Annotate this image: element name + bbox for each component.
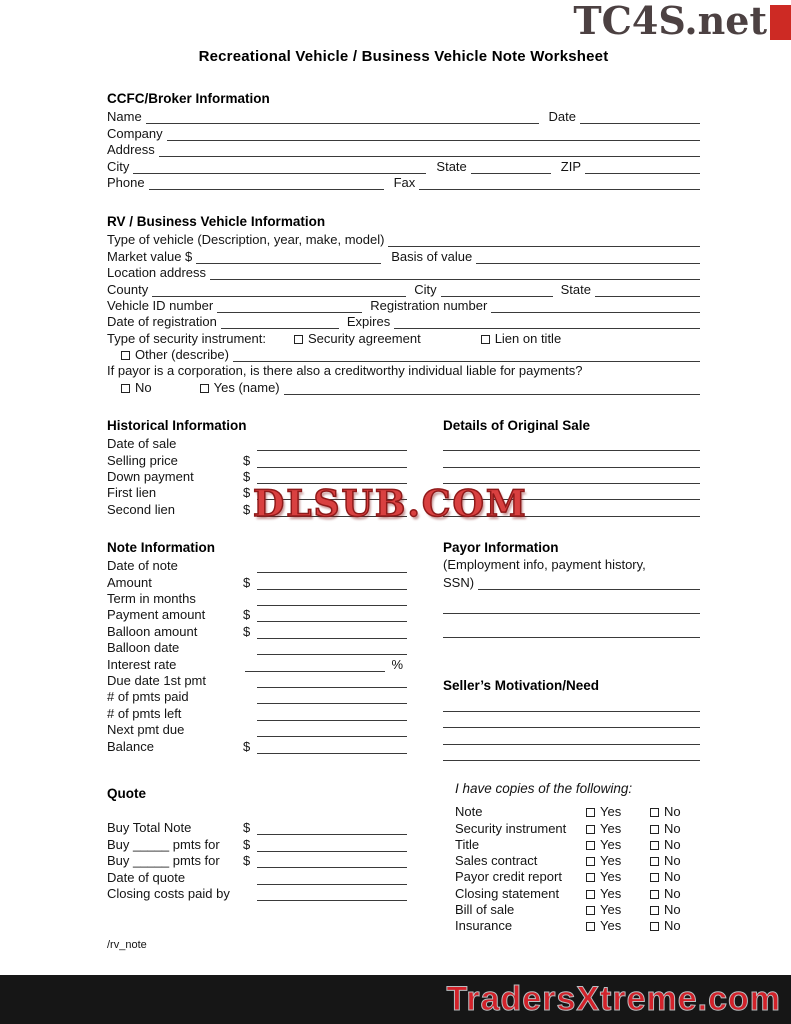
yes-option[interactable] xyxy=(586,918,650,933)
security-instrument-row xyxy=(107,329,700,345)
no-option[interactable] xyxy=(650,918,700,933)
dollar-sign: $ xyxy=(243,485,251,501)
copies-row xyxy=(455,901,700,917)
field-row xyxy=(107,557,407,573)
field-row xyxy=(107,606,407,622)
no-checkbox[interactable] xyxy=(650,906,659,915)
field-line[interactable] xyxy=(245,659,385,672)
market-value-row xyxy=(107,247,700,263)
copies-item-label: Title xyxy=(455,836,480,852)
seller-motivation-line[interactable] xyxy=(443,728,700,744)
seller-motivation-line[interactable] xyxy=(443,745,700,761)
field-label: # of pmts left xyxy=(107,705,182,721)
fax-field-line[interactable] xyxy=(419,177,700,190)
copies-item-label: Sales contract xyxy=(455,853,538,869)
copies-row xyxy=(455,917,700,933)
no-option[interactable] xyxy=(650,869,700,884)
yes-checkbox[interactable] xyxy=(586,890,595,899)
field-line[interactable] xyxy=(257,438,407,451)
yes-checkbox[interactable] xyxy=(586,906,595,915)
field-label: Balloon amount xyxy=(107,623,198,639)
no-checkbox[interactable] xyxy=(650,825,659,834)
field-label: Down payment xyxy=(107,469,194,485)
field-label: Closing costs paid by xyxy=(107,885,230,901)
payor-note-line1: (Employment info, payment history, xyxy=(443,556,646,572)
dollar-sign: $ xyxy=(243,738,251,754)
yes-option[interactable] xyxy=(586,869,650,884)
field-row xyxy=(107,835,407,851)
interest-rate-row xyxy=(107,655,407,671)
copies-item-label: Security instrument xyxy=(455,820,567,836)
county-label: County xyxy=(107,281,149,297)
vehicle-city-label: City xyxy=(414,281,437,297)
field-row xyxy=(107,622,407,638)
field-line[interactable] xyxy=(257,577,407,590)
county-row xyxy=(107,280,700,296)
city-field-line[interactable] xyxy=(133,161,426,174)
copies-item-label: Closing statement xyxy=(455,885,560,901)
broker-section xyxy=(107,91,700,190)
field-label: Date of sale xyxy=(107,436,177,452)
zip-label: ZIP xyxy=(560,158,581,174)
field-line[interactable] xyxy=(257,675,407,688)
yes-option[interactable] xyxy=(586,902,650,917)
field-row xyxy=(107,852,407,868)
yes-label: Yes xyxy=(600,869,622,885)
bottom-watermark-band xyxy=(0,975,791,1024)
field-line[interactable] xyxy=(257,724,407,737)
basis-label: Basis of value xyxy=(391,248,473,264)
field-label: Buy Total Note xyxy=(107,820,192,836)
zip-field-line[interactable] xyxy=(585,161,700,174)
quote-heading: Quote xyxy=(107,785,146,801)
no-option[interactable] xyxy=(650,902,700,917)
field-row xyxy=(107,721,407,737)
no-label: No xyxy=(664,869,681,885)
copies-item-label: Payor credit report xyxy=(455,869,562,885)
address-field-line[interactable] xyxy=(159,144,700,157)
field-row xyxy=(107,688,407,704)
vehicle-type-label: Type of vehicle (Description, year, make, model) xyxy=(107,232,385,248)
copies-heading: I have copies of the following: xyxy=(455,780,633,796)
copies-item-label: Note xyxy=(455,804,483,820)
market-value-line[interactable] xyxy=(196,251,381,264)
no-label: No xyxy=(664,820,681,836)
column-gap xyxy=(407,540,443,761)
yes-option[interactable] xyxy=(586,853,650,868)
date-label: Date xyxy=(548,109,576,125)
state-label: State xyxy=(436,158,467,174)
no-label: No xyxy=(664,836,681,852)
copies-item-label: Bill of sale xyxy=(455,902,515,918)
tc4s-red-block-icon xyxy=(770,5,791,40)
copies-row xyxy=(455,868,700,884)
yes-checkbox[interactable] xyxy=(586,873,595,882)
location-label: Location address xyxy=(107,265,207,281)
dollar-sign: $ xyxy=(243,836,251,852)
no-label: No xyxy=(664,853,681,869)
field-label: Buy _____ pmts for xyxy=(107,853,220,869)
market-value-label: Market value $ xyxy=(107,248,193,264)
date-field-line[interactable] xyxy=(580,111,700,124)
yes-checkbox[interactable] xyxy=(586,922,595,931)
payor-line[interactable] xyxy=(443,622,700,638)
security-agreement-checkbox[interactable] xyxy=(294,335,303,344)
security-agreement-label: Security agreement xyxy=(307,330,421,346)
county-line[interactable] xyxy=(152,284,406,297)
note-heading: Note Information xyxy=(107,539,215,555)
registration-date-label: Date of registration xyxy=(107,314,217,330)
ssn-line[interactable] xyxy=(478,577,700,590)
payor-line[interactable] xyxy=(443,598,700,614)
field-row xyxy=(107,435,407,451)
no-option[interactable] xyxy=(650,853,700,868)
original-sale-line[interactable] xyxy=(443,468,700,484)
field-row xyxy=(107,868,407,884)
yes-label: Yes xyxy=(600,853,622,869)
field-line[interactable] xyxy=(257,741,407,754)
security-instrument-label: Type of security instrument: xyxy=(107,330,266,346)
copies-row xyxy=(455,884,700,900)
no-label: No xyxy=(664,885,681,901)
no-checkbox[interactable] xyxy=(650,857,659,866)
field-row xyxy=(107,468,407,484)
tc4s-watermark-text: TC4S.net xyxy=(573,0,767,43)
vehicle-type-row xyxy=(107,231,700,247)
dollar-sign: $ xyxy=(243,853,251,869)
yes-label: Yes xyxy=(600,836,622,852)
field-label: Payment amount xyxy=(107,607,206,623)
yes-option[interactable] xyxy=(586,821,650,836)
field-line[interactable] xyxy=(257,593,407,606)
field-label: Due date 1st pmt xyxy=(107,672,206,688)
note-column xyxy=(107,540,407,761)
field-label: Interest rate xyxy=(107,656,177,672)
no-label: No xyxy=(664,902,681,918)
historical-heading: Historical Information xyxy=(107,417,247,433)
yes-checkbox[interactable] xyxy=(586,808,595,817)
no-yes-row xyxy=(107,378,700,394)
registration-date-line[interactable] xyxy=(221,316,339,329)
other-label: Other (describe) xyxy=(135,347,229,363)
location-row xyxy=(107,264,700,280)
field-row xyxy=(107,737,407,753)
field-line[interactable] xyxy=(257,872,407,885)
vehicle-state-line[interactable] xyxy=(595,284,700,297)
no-label: No xyxy=(664,918,681,934)
seller-motivation-heading: Seller’s Motivation/Need xyxy=(443,678,600,694)
name-label: Name xyxy=(107,109,142,125)
location-line[interactable] xyxy=(210,267,700,280)
field-line[interactable] xyxy=(257,626,407,639)
quote-section xyxy=(107,781,700,933)
dollar-sign: $ xyxy=(243,623,251,639)
page-title: Recreational Vehicle / Business Vehicle Note Worksheet xyxy=(198,48,609,65)
payor-column xyxy=(443,540,700,761)
no-checkbox[interactable] xyxy=(650,841,659,850)
dollar-sign: $ xyxy=(243,607,251,623)
vehicle-state-label: State xyxy=(560,281,591,297)
registration-date-row xyxy=(107,313,700,329)
field-row xyxy=(107,451,407,467)
vin-line[interactable] xyxy=(217,300,362,313)
field-label: First lien xyxy=(107,485,157,501)
percent-suffix: % xyxy=(391,656,403,672)
field-line[interactable] xyxy=(257,708,407,721)
column-gap xyxy=(407,781,455,933)
fax-label: Fax xyxy=(393,174,416,190)
field-label: Selling price xyxy=(107,452,178,468)
no-checkbox[interactable] xyxy=(650,873,659,882)
company-label: Company xyxy=(107,125,163,141)
basis-line[interactable] xyxy=(476,251,700,264)
payor-heading: Payor Information xyxy=(443,539,559,555)
note-section xyxy=(107,540,700,761)
yes-option[interactable] xyxy=(586,886,650,901)
tradersxtreme-watermark: TradersXtreme.com xyxy=(446,980,781,1018)
vin-row xyxy=(107,297,700,313)
no-option[interactable] xyxy=(650,837,700,852)
quote-column xyxy=(107,781,407,933)
vin-label: Vehicle ID number xyxy=(107,297,214,313)
vehicle-type-line[interactable] xyxy=(388,234,700,247)
field-row xyxy=(107,819,407,835)
dollar-sign: $ xyxy=(243,501,251,517)
yes-label: Yes xyxy=(600,804,622,820)
broker-heading: CCFC/Broker Information xyxy=(107,91,270,106)
lien-on-title-checkbox[interactable] xyxy=(481,335,490,344)
broker-name-row xyxy=(107,108,700,124)
field-label: Amount xyxy=(107,574,152,590)
field-row xyxy=(107,639,407,655)
registration-label: Registration number xyxy=(370,297,488,313)
field-line[interactable] xyxy=(257,888,407,901)
registration-line[interactable] xyxy=(491,300,700,313)
ssn-label: SSN) xyxy=(443,574,475,590)
other-line[interactable] xyxy=(233,349,700,362)
dlsub-watermark: DLSUB.COM xyxy=(253,483,528,525)
vehicle-heading: RV / Business Vehicle Information xyxy=(107,213,326,229)
field-line[interactable] xyxy=(257,839,407,852)
corporation-question-row xyxy=(107,362,700,378)
broker-city-row xyxy=(107,157,700,173)
yes-checkbox[interactable] xyxy=(586,841,595,850)
yes-name-line[interactable] xyxy=(284,382,700,395)
name-field-line[interactable] xyxy=(146,111,539,124)
no-checkbox[interactable] xyxy=(650,890,659,899)
field-line[interactable] xyxy=(257,691,407,704)
tc4s-watermark xyxy=(573,0,791,42)
address-label: Address xyxy=(107,142,155,158)
seller-motivation-line[interactable] xyxy=(443,695,700,711)
copies-item-label: Insurance xyxy=(455,918,513,934)
original-sale-heading: Details of Original Sale xyxy=(443,417,591,433)
seller-motivation-line[interactable] xyxy=(443,712,700,728)
broker-company-row xyxy=(107,124,700,140)
copies-row xyxy=(455,803,700,819)
yes-name-checkbox[interactable] xyxy=(200,384,209,393)
broker-phone-row xyxy=(107,174,700,190)
dollar-sign: $ xyxy=(243,469,251,485)
copies-column xyxy=(455,781,700,933)
no-checkbox[interactable] xyxy=(650,808,659,817)
lien-on-title-label: Lien on title xyxy=(494,330,562,346)
other-describe-row xyxy=(107,346,700,362)
yes-label: Yes xyxy=(600,820,622,836)
original-sale-line[interactable] xyxy=(443,451,700,467)
ssn-row xyxy=(443,573,700,589)
field-label: Date of note xyxy=(107,558,178,574)
company-field-line[interactable] xyxy=(167,128,700,141)
other-checkbox[interactable] xyxy=(121,351,130,360)
yes-label: Yes xyxy=(600,885,622,901)
field-label: Next pmt due xyxy=(107,722,185,738)
field-label: Second lien xyxy=(107,501,175,517)
yes-name-label: Yes (name) xyxy=(213,379,280,395)
no-option[interactable] xyxy=(650,821,700,836)
field-line[interactable] xyxy=(257,455,407,468)
no-checkbox[interactable] xyxy=(650,922,659,931)
expires-line[interactable] xyxy=(394,316,700,329)
dollar-sign: $ xyxy=(243,452,251,468)
vehicle-city-line[interactable] xyxy=(441,284,553,297)
yes-label: Yes xyxy=(600,902,622,918)
field-line[interactable] xyxy=(257,822,407,835)
field-line[interactable] xyxy=(257,560,407,573)
field-label: Date of quote xyxy=(107,869,186,885)
yes-checkbox[interactable] xyxy=(586,825,595,834)
phone-field-line[interactable] xyxy=(149,177,384,190)
corporation-question-label: If payor is a corporation, is there also a creditworthy individual liable for payments? xyxy=(107,363,583,379)
yes-label: Yes xyxy=(600,918,622,934)
field-label: Buy _____ pmts for xyxy=(107,836,220,852)
field-label: Term in months xyxy=(107,590,196,606)
state-field-line[interactable] xyxy=(471,161,551,174)
expires-label: Expires xyxy=(346,314,391,330)
no-option[interactable] xyxy=(650,804,700,819)
form-id-note: /rv_note xyxy=(107,939,147,952)
no-option[interactable] xyxy=(650,886,700,901)
original-sale-line[interactable] xyxy=(443,435,700,451)
dollar-sign: $ xyxy=(243,820,251,836)
field-row xyxy=(107,590,407,606)
field-label: Balloon date xyxy=(107,640,180,656)
yes-checkbox[interactable] xyxy=(586,857,595,866)
field-row xyxy=(107,885,407,901)
no-label: No xyxy=(664,804,681,820)
field-row xyxy=(107,704,407,720)
copies-row xyxy=(455,836,700,852)
field-label: # of pmts paid xyxy=(107,689,189,705)
field-line[interactable] xyxy=(257,609,407,622)
copies-row xyxy=(455,852,700,868)
field-line[interactable] xyxy=(257,855,407,868)
field-label: Balance xyxy=(107,738,154,754)
field-row xyxy=(107,672,407,688)
field-row xyxy=(107,573,407,589)
no-label: No xyxy=(135,379,152,395)
copies-row xyxy=(455,819,700,835)
form-content xyxy=(107,0,700,951)
city-label: City xyxy=(107,158,130,174)
field-line[interactable] xyxy=(257,642,407,655)
vehicle-section xyxy=(107,214,700,395)
yes-option[interactable] xyxy=(586,837,650,852)
yes-option[interactable] xyxy=(586,804,650,819)
broker-address-row xyxy=(107,141,700,157)
no-checkbox[interactable] xyxy=(121,384,130,393)
dollar-sign: $ xyxy=(243,574,251,590)
phone-label: Phone xyxy=(107,174,145,190)
